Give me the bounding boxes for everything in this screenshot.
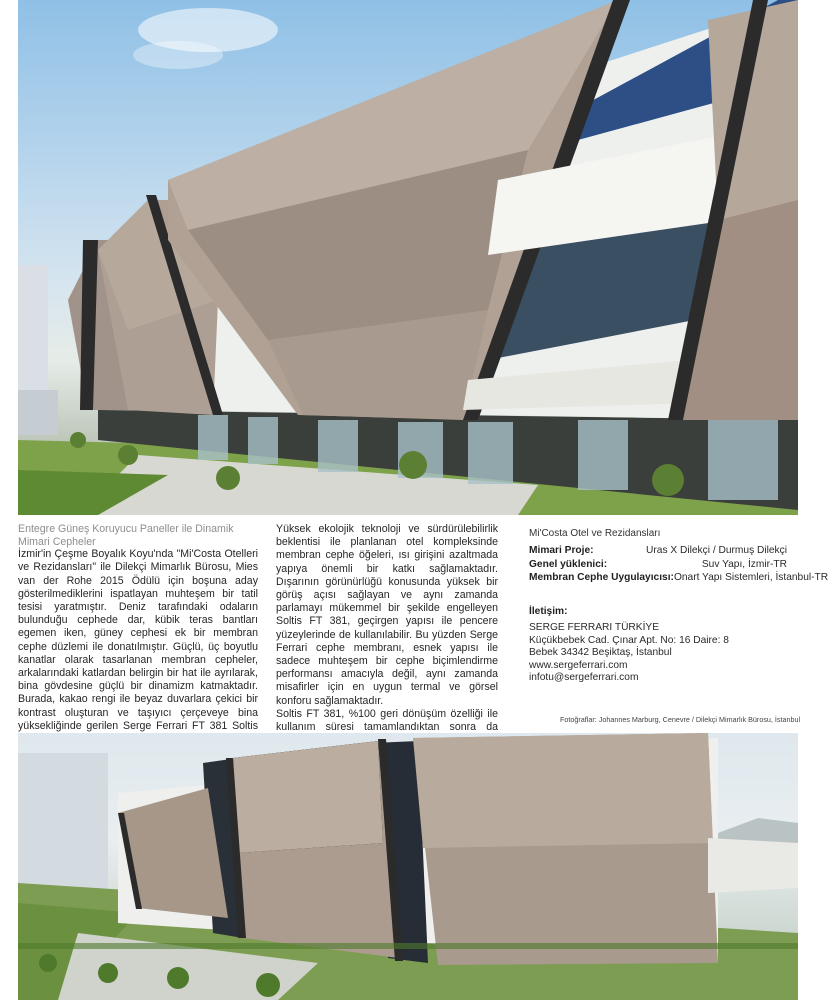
facade-illustration-bottom bbox=[18, 733, 798, 1000]
project-info-column bbox=[529, 527, 828, 685]
credit-label: Mimari Proje: bbox=[529, 545, 594, 557]
photo-credit: Fotoğraflar: Johannes Marburg, Cenevre / Dilekçi Mimarlık Bürosu, İstanbul bbox=[560, 715, 801, 724]
facade-photo-top bbox=[18, 0, 798, 515]
article-mid-text-2: Soltis FT 381, %100 geri dönüşüm özelliği ile kullanım süresi tamamlandıktan sonra da bbox=[276, 707, 498, 734]
article-subtitle: Entegre Güneş Koruyucu Paneller ile Dinamik Mimari Cepheler bbox=[18, 523, 234, 548]
facade-illustration-top bbox=[18, 0, 798, 515]
article-left-column bbox=[18, 523, 258, 746]
article-left-text: İzmir'in Çeşme Boyalık Koyu'nda "Mi'Costa Otelleri ve Rezidansları" ile Dilekçi Mimarlık Bürosu, Mies van der Rohe 2015 Ödülü için boşuna aday gösterilmediklerini ispatlayan muhteşem bir tatil tesisi yaratmıştır. Deniz tarafındaki odaların bulunduğu cephede dar, kübik teras bantları egemen iken, güney cephesi ek bir membran cephe düzlemi ile donatılmıştır. Güçlü, üç boyutlu kanatlar olarak tasarlanan membran cepheler, arkalarındaki katlardan belirgin bir hat ile ayrılarak, bina gövdesine güçlü bir dinamizm katmaktadır. Burada, kakao rengi ile beyaz duvarlara çekici bir kontrast oluşturan ve taşıyıcı çerçeveye bina yüksekliğinde gerilen Serge Ferrari FT 381 Soltis bbox=[18, 548, 258, 732]
credit-row bbox=[529, 544, 787, 557]
credit-value: Suv Yapı, İzmir-TR bbox=[701, 558, 787, 570]
contact-website: www.sergeferrari.com bbox=[529, 659, 628, 671]
credit-label: Membran Cephe Uygulayıcısı: bbox=[529, 572, 674, 584]
contact-email: infotu@sergeferrari.com bbox=[529, 672, 639, 684]
facade-photo-bottom bbox=[18, 733, 798, 1000]
credit-label: Genel yüklenici: bbox=[529, 558, 608, 570]
credit-value: Uras X Dilekçi / Durmuş Dilekçi bbox=[646, 545, 787, 557]
contact-block bbox=[529, 606, 787, 685]
credit-value: Onart Yapı Sistemleri, İstanbul-TR bbox=[673, 572, 828, 584]
contact-company: SERGE FERRARI TÜRKİYE bbox=[529, 622, 660, 634]
credit-row bbox=[529, 571, 828, 584]
contact-heading: İletişim: bbox=[529, 606, 568, 618]
project-name: Mi'Costa Otel ve Rezidansları bbox=[529, 528, 661, 539]
article-mid-text-1: Yüksek ekolojik teknoloji ve sürdürülebilirlik beklentisi ile planlanan otel kompleksinde membran cephe öğeleri, ısı girişini azaltmada yapıya önemli bir katkı sağlamaktadır. Dışarının görünürlüğü konusunda yüksek bir görüş açısı sağlayan ve aynı zamanda parlamayı mükemmel bir şekilde engelleyen Soltis FT 381, geçirgen yapısı ile pencere yüzeylerinde de kullanılabilir. Bu yüzden Serge Ferrari cephe membranı, esnek yapısı ile sadece muhteşem bir cephe biçimlendirme performansı amacıyla değil, aynı zamanda misafirler için en uygun termal ve görsel konforu sağlamaktadır. bbox=[276, 523, 498, 707]
contact-address-line: Bebek 34342 Beşiktaş, İstanbul bbox=[529, 647, 672, 659]
credit-row bbox=[529, 558, 787, 571]
article-middle-column bbox=[276, 523, 498, 761]
contact-address-line: Küçükbebek Cad. Çınar Apt. No: 16 Daire: 8 bbox=[529, 634, 729, 646]
